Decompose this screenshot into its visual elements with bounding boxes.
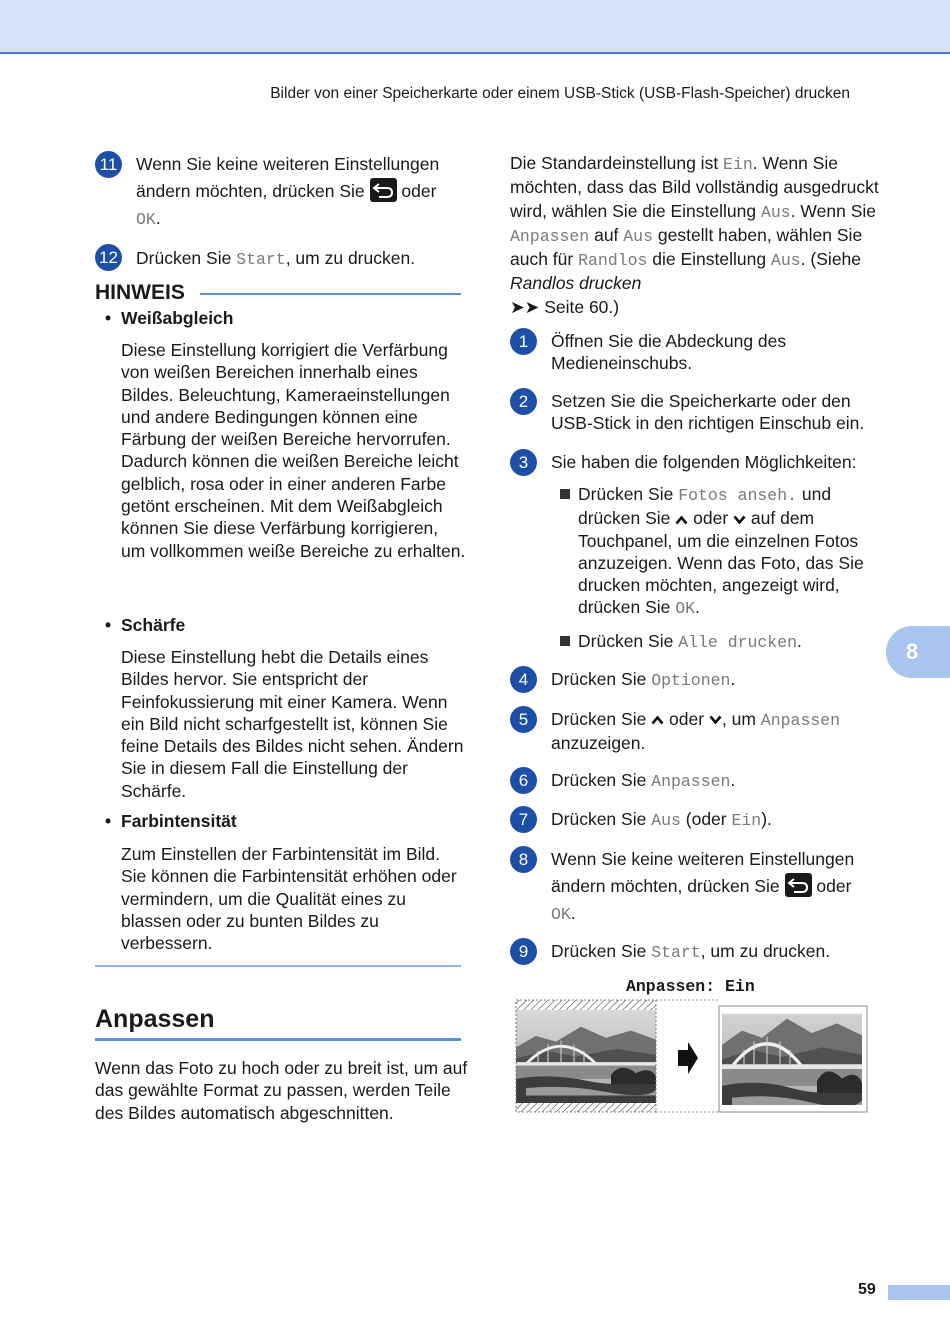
start-label: Start: [236, 250, 286, 269]
anpassen-illustration: [514, 998, 870, 1118]
note-heading-rule: [200, 293, 461, 295]
value-ein: Ein: [731, 811, 762, 830]
step-number: 4: [510, 666, 537, 693]
step-number: 5: [510, 706, 537, 733]
text: .: [695, 597, 700, 618]
text: (oder: [680, 809, 732, 829]
value-aus: Aus: [760, 202, 791, 222]
text: Drücken Sie: [551, 770, 652, 790]
text: . Wenn Sie möchten, dass das Bild vollständig ausgedruckt wird, wählen Sie die Einstellung: [510, 153, 879, 221]
text: und drücken Sie: [578, 484, 832, 529]
step-11: [95, 151, 475, 233]
note-text-3: Zum Einstellen der Farbintensität im Bild. Sie können die Farbintensität erhöhen oder vermindern, um die Qualität eines zu blassen oder zu bunten Bildes zu verbessern.: [121, 844, 457, 954]
text: Drücken Sie: [578, 631, 679, 651]
figure-label: Anpassen: Ein: [626, 977, 755, 996]
square-bullet-icon: [560, 636, 570, 646]
page-number: 59: [858, 1281, 876, 1298]
step-number: 2: [510, 388, 537, 415]
text: , um: [721, 709, 761, 729]
step-text: oder: [816, 876, 852, 896]
text: .: [797, 631, 802, 651]
value-fotos-anseh: Fotos anseh.: [678, 486, 798, 505]
text: Drücken Sie: [551, 709, 652, 729]
note-title: Weißabgleich: [121, 308, 234, 328]
chapter-tab: 8: [886, 626, 950, 678]
value-anpassen: Anpassen: [510, 226, 590, 246]
step-text: Öffnen Sie die Abdeckung des Medieneinschubs.: [551, 331, 787, 374]
ok-label: OK: [136, 210, 156, 229]
text: .: [730, 669, 736, 689]
text: , um zu drucken.: [700, 941, 831, 961]
section-text: Wenn das Foto zu hoch oder zu breit ist, um auf das gewählte Format zu passen, werden Teile des Bildes automatisch abgeschnitten.: [95, 1058, 468, 1123]
intro-paragraph: [510, 152, 885, 319]
step-12: [95, 244, 475, 271]
arrow-down-icon: [733, 515, 746, 525]
note-text-1: Diese Einstellung korrigiert die Verfärbung von weißen Bereichen innerhalb eines Bildes. Beleuchtung, Kameraeinstellungen und andere Bedingungen können eine Färbung der weißen Bereiche hervorrufen. Dadurch können die weißen Bereiche leicht gelblich, rosa oder in einer anderen Farbe getönt erscheinen. Mit dem Weißabgleich können Sie diese Verfärbung korrigieren, um vollkommen weiße Bereiche zu erhalten.: [121, 340, 466, 561]
step-3: [510, 449, 890, 473]
text: Die Standardeinstellung ist: [510, 153, 724, 173]
value-aus: Aus: [651, 811, 681, 830]
step-number: 12: [95, 244, 122, 271]
section-title: Anpassen: [95, 1005, 215, 1033]
step-text: , um zu drucken.: [285, 248, 416, 268]
text: gestellt haben, wählen Sie auch für: [510, 224, 863, 270]
value-optionen: Optionen: [651, 671, 731, 690]
step-number: 7: [510, 806, 537, 833]
top-banner: [0, 0, 950, 54]
step-6: [510, 767, 890, 793]
step-number: 9: [510, 938, 537, 965]
text: ).: [761, 809, 772, 829]
text: Drücken Sie: [578, 484, 679, 504]
text: die Einstellung: [647, 249, 771, 270]
note-title: Farbintensität: [121, 811, 237, 831]
note-bullet-3: • Farbintensität: [105, 811, 237, 831]
step-1: [510, 328, 890, 375]
ok-label: OK: [551, 905, 571, 924]
step-number: 11: [95, 151, 122, 178]
text: anzuzeigen.: [551, 733, 646, 754]
step-number: 8: [510, 846, 537, 873]
text: auf dem Touchpanel, um die einzelnen Fotos anzuzeigen. Wenn das Foto, das Sie drucken möchten, angezeigt wird, drücken Sie: [578, 508, 864, 618]
step-5: [510, 706, 890, 755]
step-7: [510, 806, 890, 832]
text: .: [730, 770, 736, 790]
value-ein: Ein: [723, 155, 753, 174]
step-4: [510, 666, 890, 692]
page-reference: ➤➤ Seite 60.): [510, 296, 620, 317]
text: . (Siehe: [800, 249, 862, 270]
value-anpassen: Anpassen: [760, 711, 841, 730]
note-heading: HINWEIS: [95, 281, 185, 304]
step-text: .: [570, 903, 576, 923]
running-header: Bilder von einer Speicherkarte oder einem USB-Stick (USB-Flash-Speicher) drucken: [270, 85, 850, 102]
note-bullet-2: • Schärfe: [105, 615, 186, 635]
text: oder: [664, 709, 709, 729]
step-number: 6: [510, 767, 537, 794]
note-title: Schärfe: [121, 615, 186, 635]
text: . Wenn Sie: [790, 200, 876, 221]
value-randlos: Randlos: [578, 251, 648, 271]
step-text: oder: [401, 181, 437, 201]
square-bullet-icon: [560, 489, 570, 499]
value-aus: Aus: [770, 251, 801, 271]
text: auf: [589, 224, 624, 245]
back-icon: [370, 178, 397, 202]
step-text: Wenn Sie keine weiteren Einstellungen ändern möchten, drücken Sie: [136, 154, 440, 201]
step-number: 3: [510, 449, 537, 476]
step-2: [510, 388, 890, 435]
step-text: Wenn Sie keine weiteren Einstellungen ändern möchten, drücken Sie: [551, 849, 855, 896]
step-9: [510, 938, 890, 964]
value-alle-drucken: Alle drucken: [678, 633, 798, 652]
note-text-2: Diese Einstellung hebt die Details eines Bildes hervor. Sie entspricht der Feinfokussierung mit einer Kamera. Wenn ein Bild nicht scharfgestellt ist, können Sie feine Details des Bildes nicht sehen. Ändern Sie in diesem Fall die Einstellung der Schärfe.: [121, 647, 464, 801]
note-end-rule: [95, 965, 461, 967]
back-icon: [785, 873, 812, 897]
note-bullet-1: • Weißabgleich: [105, 308, 234, 328]
value-aus: Aus: [623, 226, 653, 246]
step-number: 1: [510, 328, 537, 355]
arrow-up-icon: [651, 715, 664, 725]
arrow-right-icon: [678, 1042, 698, 1074]
ok-label: OK: [675, 599, 696, 619]
option-1: [578, 483, 883, 621]
page-footer-bar: [888, 1285, 950, 1300]
step-text: .: [155, 208, 161, 228]
text: Drücken Sie: [551, 669, 652, 689]
value-anpassen: Anpassen: [651, 772, 731, 791]
step-text: Setzen Sie die Speicherkarte oder den USB-Stick in den richtigen Einschub ein.: [551, 391, 865, 434]
arrow-up-icon: [675, 515, 688, 525]
section-title-rule: [95, 1038, 461, 1041]
cross-reference: Randlos drucken: [510, 273, 642, 294]
option-2: [578, 630, 883, 654]
step-text: Drücken Sie: [136, 248, 237, 268]
start-label: Start: [651, 943, 701, 962]
step-8: [510, 846, 890, 928]
text: Drücken Sie: [551, 809, 652, 829]
text: oder: [688, 508, 734, 529]
arrow-down-icon: [709, 715, 722, 725]
text: Drücken Sie: [551, 941, 652, 961]
step-text: Sie haben die folgenden Möglichkeiten:: [551, 452, 857, 472]
